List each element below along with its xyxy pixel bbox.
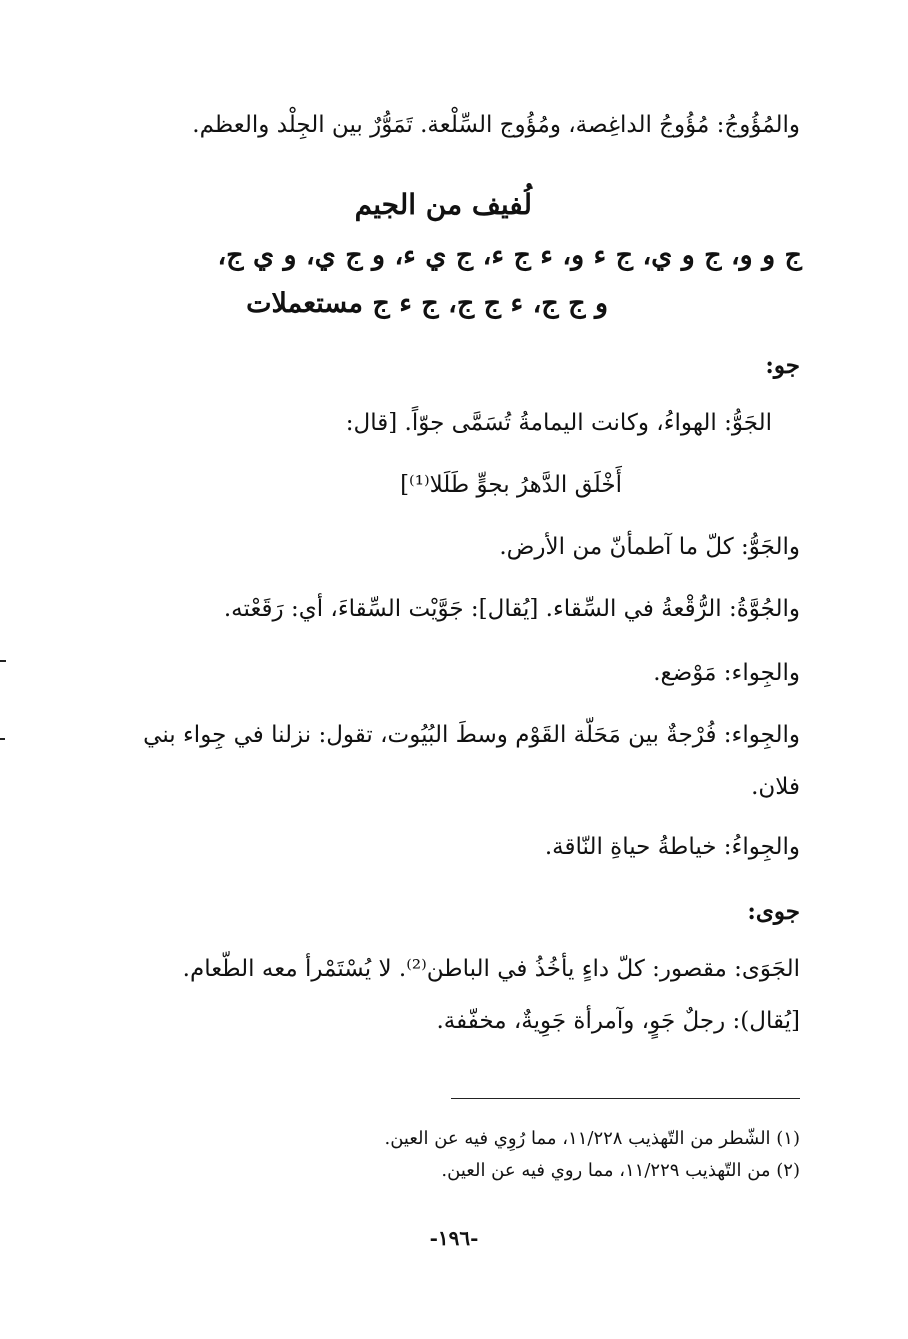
- definition-jawwa-patch: والجُوَّةُ: الرُّقْعةُ في السِّقاء. [يُقال]: جَوَّيْت السِّقاءَ، أي: رَقَعْته.: [223, 596, 800, 622]
- definition-jiwa-place: والجِواء: مَوْضع.: [653, 660, 800, 686]
- definition-jawa-line2: [يُقال): رجلٌ جَوٍ، وآمرأة جَوِيةٌ، مخفّفة.: [436, 1008, 800, 1034]
- definition-jiwa-sewing: والجِواءُ: خياطةُ حياةِ النّاقة.: [544, 834, 800, 860]
- roots-line-1: ج و و، ج و ي، ج ء و، ء ج ء، ج ي ء، و ج ي، و ي ج،: [217, 240, 802, 271]
- footnote-separator: [451, 1098, 800, 1099]
- section-title: لُفيف من الجيم: [354, 188, 532, 221]
- margin-tick-mark: [0, 738, 5, 740]
- definition-jaw-air: الجَوُّ: الهواءُ، وكانت اليمامةُ تُسَمَّى جوّاً. [قال:: [345, 410, 772, 436]
- verse-quote: أَخْلَق الدَّهرُ بجوٍّ طَلَلا⁽¹⁾]: [400, 472, 622, 498]
- definition-jaw-land: والجَوُّ: كلّ ما آطمأنّ من الأرض.: [499, 534, 800, 560]
- entry-heading-jaw: جو:: [765, 352, 800, 379]
- entry-mooj-line: والمُؤُوجُ: مُؤُوجُ الداغِصة، ومُؤُوج السِّلْعة. تَمَوُّرٌ بين الجِلْد والعظم.: [192, 112, 800, 138]
- definition-jiwa-gap-line1: والجِواء: فُرْجةٌ بين مَحَلّة القَوْم وسطَ البُيُوت، تقول: نزلنا في جِواء بني: [143, 722, 800, 748]
- definition-jiwa-gap-line2: فلان.: [751, 774, 800, 800]
- footnote-2: (٢) من التّهذيب ١١/٢٢٩، مما روي فيه عن العين.: [441, 1160, 800, 1181]
- roots-line-2: و ج ج، ء ج ج، ج ء ج مستعملات: [246, 288, 608, 319]
- margin-tick-mark: [0, 660, 6, 662]
- footnote-1: (١) الشّطر من التّهذيب ١١/٢٢٨، مما رُوِي فيه عن العين.: [384, 1128, 800, 1149]
- entry-heading-jawa: جوى:: [747, 898, 800, 925]
- page-number: -١٩٦-: [429, 1226, 479, 1250]
- definition-jawa-line1: الجَوَى: مقصور: كلّ داءٍ يأخُذُ في الباطن⁽²⁾. لا يُسْتَمْرأ معه الطّعام.: [182, 956, 800, 982]
